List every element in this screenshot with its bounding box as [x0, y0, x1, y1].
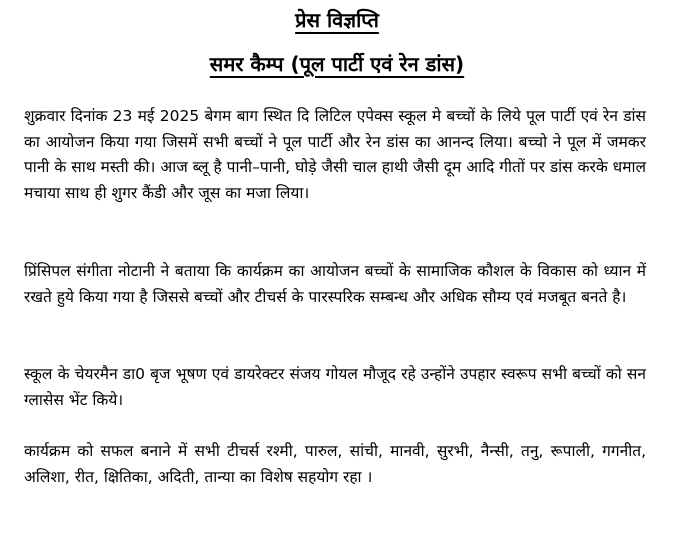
paragraph-principal-statement: प्रिंसिपल संगीता नोटानी ने बताया कि कार्यक्रम का आयोजन बच्चों के सामाजिक कौशल के विकास को ध्यान में रखते हुये किया गया है जिससे बच्चों और टीचर्स के पारस्परिक सम्बन्ध और अधिक सौम्य एवं मजबूत बनते है। — [24, 262, 646, 306]
document-subtitle: समर कैम्प (पूल पार्टी एवं रेन डांस) — [209, 52, 465, 76]
paragraph-chairman-gift: स्कूल के चेयरमैन डा0 बृज भूषण एवं डायरेक्टर संजय गोयल मौजूद रहे उन्होंने उपहार स्वरूप सभी बच्चों को सन ग्लासेस भेंट किये। — [24, 365, 646, 409]
document-title: प्रेस विज्ञप्ति — [295, 8, 379, 32]
paragraph-teacher-thanks: कार्यक्रम को सफल बनाने में सभी टीचर्स रश्मी, पारुल, सांची, मानवी, सुरभी, नैन्सी, तनु, रूपाली, गगनीत, अलिशा, रीत, क्षितिका, अदिती, तान्या का विशेष सहयोग रहा । — [24, 442, 646, 486]
paragraph-event-description: शुक्रवार दिनांक 23 मई 2025 बेगम बाग स्थित दि लिटिल एपेक्स स्कूल मे बच्चों के लिये पूल पार्टी एवं रेन डांस का आयोजन किया गया जिसमें सभी बच्चों ने पूल पार्टी और रेन डांस का आनन्द लिया। बच्चो ने पूल में जमकर पानी के साथ मस्ती की। आज ब्लू है पानी–पानी, घोड़े जैसी चाल हाथी जैसी दूम आदि गीतों पर डांस करके धमाल मचाया साथ ही शुगर कैंडी और जूस का मजा लिया। — [24, 107, 646, 202]
